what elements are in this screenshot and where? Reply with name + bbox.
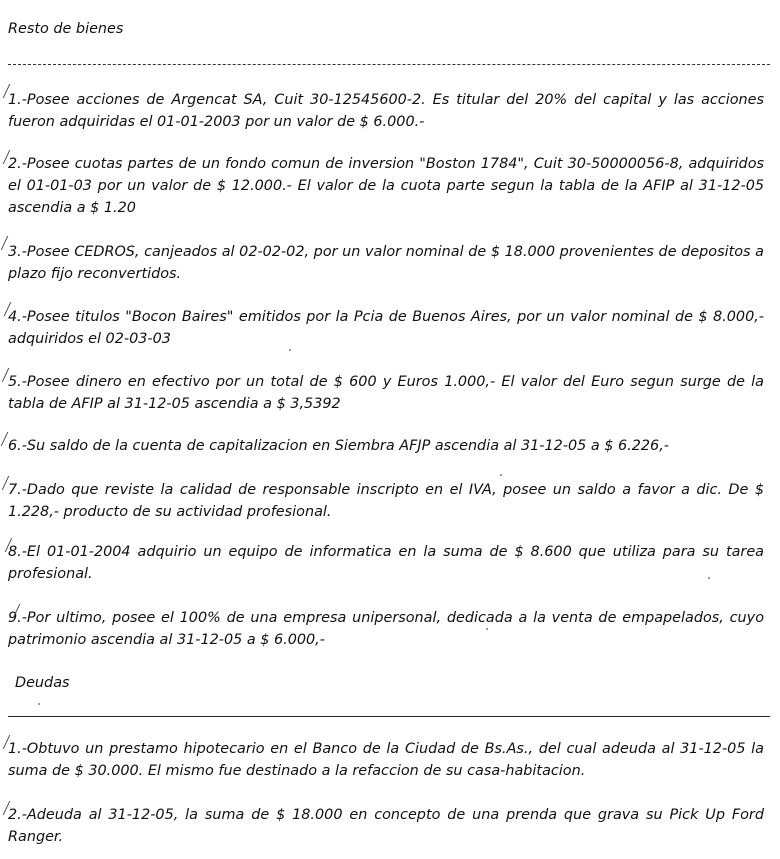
debt-item-1 (8, 738, 764, 782)
asset-item-text: 1.-Posee acciones de Argencat SA, Cuit 30-12545600-2. Es titular del 20% del capital y las acciones fueron adquiridas el 01-01-2003 por un valor de $ 6.000.- (8, 92, 764, 130)
asset-item-text: 3.-Posee CEDROS, canjeados al 02-02-02, por un valor nominal de $ 18.000 provenientes de depositos a plazo fijo reconvertidos. (8, 244, 764, 282)
section-divider-debts (8, 716, 770, 717)
asset-item-6 (8, 435, 764, 457)
asset-item-3 (8, 241, 764, 285)
debt-item-text: 1.-Obtuvo un prestamo hipotecario en el Banco de la Ciudad de Bs.As., del cual adeuda al 31-12-05 la suma de $ 30.000. El mismo fue destinado a la refaccion de su casa-habitacion. (8, 741, 764, 779)
scan-speck (708, 577, 710, 579)
asset-item-7 (8, 479, 764, 523)
asset-item-2 (8, 153, 764, 219)
asset-item-text: 8.-El 01-01-2004 adquirio un equipo de informatica en la suma de $ 8.600 que utiliza para su tarea profesional. (8, 544, 764, 582)
asset-item-text: 5.-Posee dinero en efectivo por un total de $ 600 y Euros 1.000,- El valor del Euro segun surge de la tabla de AFIP al 31-12-05 ascendia a $ 3,5392 (8, 374, 764, 412)
asset-item-5 (8, 371, 764, 415)
asset-item-9 (8, 607, 764, 651)
scan-speck (38, 703, 40, 705)
asset-item-text: 9.-Por ultimo, posee el 100% de una empresa unipersonal, dedicada a la venta de empapelados, cuyo patrimonio ascendia al 31-12-05 a $ 6.000,- (8, 610, 764, 648)
section-heading-debts: Deudas (15, 675, 70, 691)
debt-item-text: 2.-Adeuda al 31-12-05, la suma de $ 18.000 en concepto de una prenda que grava su Pick Up Ford Ranger. (8, 807, 764, 845)
section-divider-assets (8, 64, 770, 65)
scan-speck (500, 474, 502, 476)
asset-item-text: 7.-Dado que reviste la calidad de responsable inscripto en el IVA, posee un saldo a favor a dic. De $ 1.228,- producto de su actividad profesional. (8, 482, 764, 520)
asset-item-8 (8, 541, 764, 585)
scan-speck (289, 349, 291, 351)
section-heading-assets: Resto de bienes (8, 21, 124, 37)
debt-item-2 (8, 804, 764, 848)
asset-item-text: 4.-Posee titulos "Bocon Baires" emitidos por la Pcia de Buenos Aires, por un valor nominal de $ 8.000,- adquiridos el 02-03-03 (8, 309, 764, 347)
scan-speck (486, 628, 488, 630)
asset-item-4 (8, 306, 764, 350)
asset-item-1 (8, 89, 764, 133)
asset-item-text: 2.-Posee cuotas partes de un fondo comun de inversion "Boston 1784", Cuit 30-50000056-8, adquiridos el 01-01-03 por un valor de $ 12.000.- El valor de la cuota parte segun la tabla de la AFIP al 31-12-05 ascendia a $ 1.20 (8, 156, 764, 216)
asset-item-text: 6.-Su saldo de la cuenta de capitalizacion en Siembra AFJP ascendia al 31-12-05 a $ 6.226,- (8, 438, 669, 454)
